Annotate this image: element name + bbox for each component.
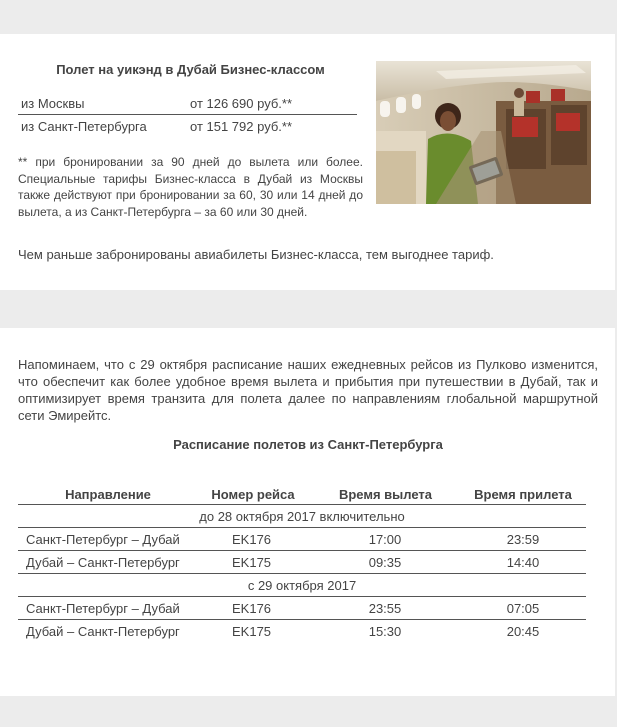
schedule-card — [0, 328, 615, 696]
row-flight: EK175 — [232, 624, 272, 639]
row-flight: EK175 — [232, 555, 272, 570]
row-flight: EK176 — [232, 532, 272, 547]
header-departure: Время вылета — [338, 487, 433, 502]
offer-card — [0, 34, 615, 290]
row-direction: Дубай – Санкт-Петербург — [26, 555, 180, 570]
row-flight: EK176 — [232, 601, 272, 616]
fare-price: от 126 690 руб.** — [190, 96, 293, 111]
row-arrival: 20:45 — [506, 624, 540, 639]
fare-row — [18, 115, 357, 137]
row-departure: 23:55 — [368, 601, 402, 616]
fare-row — [18, 92, 357, 115]
schedule-intro: Напоминаем, что с 29 октября расписание наших ежедневных рейсов из Пулково изменится, что обеспечит как более удобное время вылета и прибытия при путешествии в Дубай, так и оптимизирует время транзита для полета далее по направлениям глобальной маршрутной сети Эмирейтс. — [18, 357, 598, 423]
schedule-section-label: до 28 октября 2017 включительно — [18, 505, 586, 528]
header-flight: Номер рейса — [211, 487, 295, 502]
offer-tagline: Чем раньше забронированы авиабилеты Бизнес-класса, тем выгоднее тариф. — [18, 247, 494, 262]
table-row — [18, 620, 586, 642]
row-direction: Санкт-Петербург – Дубай — [26, 532, 180, 547]
header-arrival: Время прилета — [474, 487, 572, 502]
row-arrival: 23:59 — [506, 532, 540, 547]
fare-price: от 151 792 руб.** — [190, 119, 293, 134]
row-departure: 15:30 — [368, 624, 402, 639]
schedule-title: Расписание полетов из Санкт-Петербурга — [173, 437, 443, 452]
fare-footnote: ** при бронировании за 90 дней до вылета или более. Специальные тарифы Бизнес-класса в Дубай из Москвы также действуют при бронировании за 60, 30 или 14 дней до вылета, а из Санкт-Петербурга – за 60 или 30 дней. — [18, 155, 363, 219]
table-row — [18, 551, 586, 574]
row-direction: Санкт-Петербург – Дубай — [26, 601, 180, 616]
schedule-section-label: с 29 октября 2017 — [18, 574, 586, 597]
fare-origin: из Санкт-Петербурга — [21, 119, 147, 134]
offer-title: Полет на уикэнд в Дубай Бизнес-классом — [56, 62, 325, 77]
schedule-header — [18, 484, 586, 505]
fare-origin: из Москвы — [21, 96, 85, 111]
row-arrival: 07:05 — [506, 601, 540, 616]
business-cabin-photo — [376, 61, 591, 204]
table-row — [18, 528, 586, 551]
table-row — [18, 597, 586, 620]
row-direction: Дубай – Санкт-Петербург — [26, 624, 180, 639]
row-arrival: 14:40 — [506, 555, 540, 570]
row-departure: 09:35 — [368, 555, 402, 570]
header-direction: Направление — [65, 487, 151, 502]
row-departure: 17:00 — [368, 532, 402, 547]
